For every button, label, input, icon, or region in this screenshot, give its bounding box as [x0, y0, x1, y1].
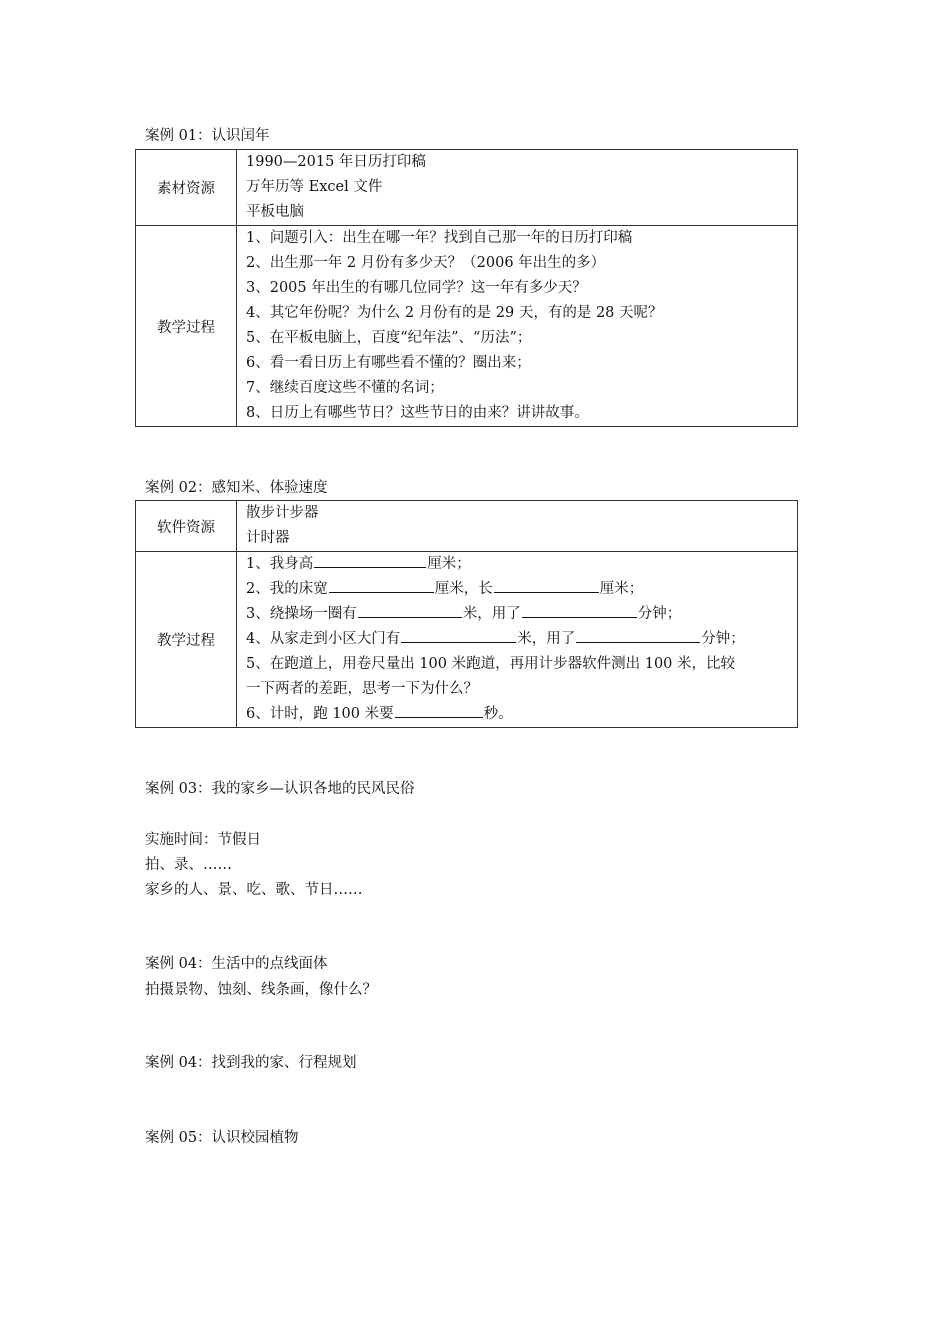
case4-title: 案例 04：生活中的点线面体 [145, 956, 328, 972]
materials-cell [237, 150, 798, 226]
list-item: 8、日历上有哪些节日？这些节日的由来？讲讲故事。 [246, 405, 589, 421]
list-item: 1、问题引入：出生在哪一年？找到自己那一年的日历打印稿 [246, 230, 633, 246]
materials-label: 素材资源 [136, 150, 237, 226]
list-item: 4、从家走到小区大门有 米，用了 分钟； [246, 627, 793, 652]
list-item: 1990—2015 年日历打印稿 [246, 154, 426, 170]
case4b-title: 案例 04：找到我的家、行程规划 [145, 1055, 357, 1071]
case3-line: 拍、录、…… [145, 857, 232, 873]
fill-blank[interactable] [314, 552, 426, 568]
list-item: 4、其它年份呢？为什么 2 月份有的是 29 天，有的是 28 天呢？ [246, 305, 663, 321]
case2-table [135, 500, 798, 728]
list-item: 3、2005 年出生的有哪几位同学？这一年有多少天？ [246, 280, 587, 296]
case1-title: 案例 01：认识闰年 [145, 128, 270, 144]
fill-blank[interactable] [522, 602, 637, 618]
table-row [136, 501, 798, 552]
process-label: 教学过程 [136, 226, 237, 427]
case3-line: 家乡的人、景、吃、歌、节日…… [145, 882, 363, 898]
software-label: 软件资源 [136, 501, 237, 552]
table-row [136, 150, 798, 226]
list-item: 6、计时，跑 100 米要 秒。 [246, 702, 793, 727]
list-item: 万年历等 Excel 文件 [246, 179, 383, 195]
list-item: 5、在平板电脑上，百度“纪年法”、“历法”； [246, 330, 532, 346]
list-item: 7、继续百度这些不懂的名词； [246, 380, 444, 396]
process-label: 教学过程 [136, 552, 237, 728]
list-item: 2、我的床宽 厘米，长 厘米； [246, 577, 793, 602]
list-item: 计时器 [246, 530, 290, 546]
list-item: 3、绕操场一圈有 米，用了 分钟； [246, 602, 793, 627]
software-cell [237, 501, 798, 552]
list-item: 2、出生那一年 2 月份有多少天？（2006 年出生的多） [246, 255, 606, 271]
process-cell [237, 226, 798, 427]
list-item: 散步计步器 [246, 505, 319, 521]
fill-blank[interactable] [329, 577, 434, 593]
list-item: 6、看一看日历上有哪些看不懂的？圈出来； [246, 355, 531, 371]
fill-blank[interactable] [494, 577, 599, 593]
fill-blank[interactable] [576, 627, 700, 643]
process-cell [237, 552, 798, 728]
list-item: 5、在跑道上，用卷尺量出 100 米跑道，再用计步器软件测出 100 米，比较 [246, 656, 736, 672]
case4-line: 拍摄景物、蚀刻、线条画，像什么？ [145, 982, 377, 998]
fill-blank[interactable] [358, 602, 462, 618]
table-row [136, 552, 798, 728]
list-item: 平板电脑 [246, 204, 304, 220]
case1-table [135, 149, 798, 427]
table-row [136, 226, 798, 427]
case3-line: 实施时间：节假日 [145, 832, 261, 848]
case5-title: 案例 05：认识校园植物 [145, 1130, 299, 1146]
fill-blank[interactable] [395, 702, 483, 718]
case2-title: 案例 02：感知米、体验速度 [145, 480, 328, 496]
list-item: 一下两者的差距，思考一下为什么？ [246, 681, 478, 697]
fill-blank[interactable] [401, 627, 516, 643]
case3-title: 案例 03：我的家乡—认识各地的民风民俗 [145, 781, 415, 797]
list-item: 1、我身高 厘米； [246, 552, 793, 577]
